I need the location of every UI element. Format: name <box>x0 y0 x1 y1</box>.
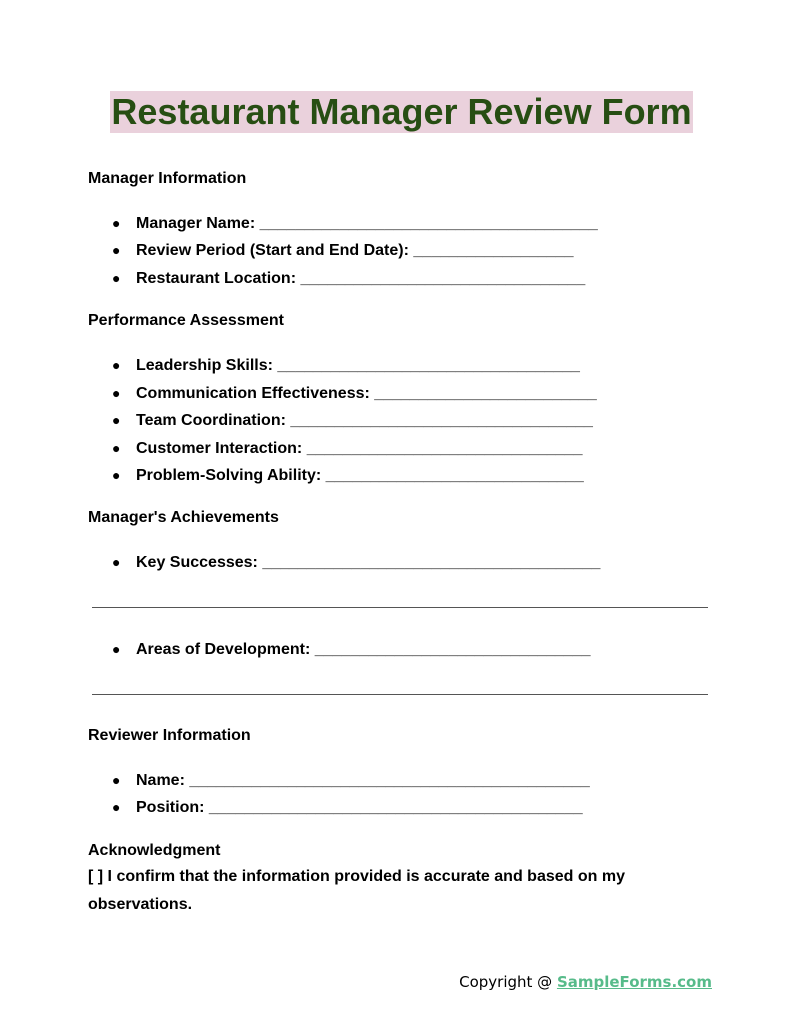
footer-copyright <box>459 972 712 992</box>
blank-line[interactable]: ________________________________ <box>300 270 586 287</box>
title-container <box>0 91 803 133</box>
section-heading-reviewer-information: Reviewer Information <box>88 727 251 744</box>
field-review-period <box>112 240 574 261</box>
field-label: Position: <box>136 799 205 816</box>
bullet-icon: ● <box>112 440 121 456</box>
bullet-icon: ● <box>112 799 121 815</box>
field-label: Communication Effectiveness: <box>136 385 370 402</box>
blank-line[interactable]: __________________________________ <box>290 412 593 429</box>
blank-line[interactable]: _______________________________ <box>314 641 591 658</box>
field-key-successes <box>112 552 600 573</box>
copyright-text: Copyright @ <box>459 973 557 991</box>
field-areas-of-development <box>112 639 591 660</box>
bullet-icon: ● <box>112 641 121 657</box>
field-label: Manager Name: <box>136 215 256 232</box>
acknowledgment-statement[interactable] <box>88 863 688 919</box>
blank-line[interactable]: __________________________________________ <box>208 799 583 816</box>
section-heading-manager-information: Manager Information <box>88 170 247 187</box>
blank-line[interactable]: _________________________ <box>374 385 597 402</box>
bullet-icon: ● <box>112 385 121 401</box>
field-label: Customer Interaction: <box>136 440 303 457</box>
blank-line[interactable]: _____________________________________________ <box>189 772 590 789</box>
field-customer-interaction <box>112 438 583 459</box>
field-team-coordination <box>112 410 593 431</box>
field-restaurant-location <box>112 268 585 289</box>
blank-line[interactable]: ______________________________________ <box>259 215 598 232</box>
field-communication-effectiveness <box>112 383 597 404</box>
field-problem-solving-ability <box>112 465 584 486</box>
writing-line-areas-of-development[interactable] <box>92 694 708 695</box>
section-heading-managers-achievements: Manager's Achievements <box>88 509 279 526</box>
bullet-icon: ● <box>112 215 121 231</box>
acknowledgment-line-1: [ ] I confirm that the information provided is accurate and based on my <box>88 868 625 885</box>
field-label: Areas of Development: <box>136 641 311 658</box>
field-label: Problem-Solving Ability: <box>136 467 322 484</box>
bullet-icon: ● <box>112 270 121 286</box>
field-label: Team Coordination: <box>136 412 286 429</box>
blank-line[interactable]: _____________________________ <box>325 467 584 484</box>
bullet-icon: ● <box>112 467 121 483</box>
field-manager-name <box>112 213 598 234</box>
bullet-icon: ● <box>112 412 121 428</box>
field-label: Restaurant Location: <box>136 270 297 287</box>
bullet-icon: ● <box>112 554 121 570</box>
field-label: Review Period (Start and End Date): <box>136 242 409 259</box>
blank-line[interactable]: ______________________________________ <box>262 554 601 571</box>
writing-line-key-successes[interactable] <box>92 607 708 608</box>
field-label: Leadership Skills: <box>136 357 273 374</box>
section-heading-acknowledgment: Acknowledgment <box>88 842 221 859</box>
field-label: Key Successes: <box>136 554 258 571</box>
brand-link[interactable]: SampleForms.com <box>556 973 712 991</box>
section-heading-performance-assessment: Performance Assessment <box>88 312 284 329</box>
field-reviewer-name <box>112 770 590 791</box>
bullet-icon: ● <box>112 772 121 788</box>
bullet-icon: ● <box>112 242 121 258</box>
blank-line[interactable]: __________________________________ <box>277 357 580 374</box>
page-title: Restaurant Manager Review Form <box>111 91 692 132</box>
field-leadership-skills <box>112 355 580 376</box>
blank-line[interactable]: _______________________________ <box>306 440 583 457</box>
blank-line[interactable]: __________________ <box>413 242 574 259</box>
field-reviewer-position <box>112 797 583 818</box>
acknowledgment-line-2: observations. <box>88 896 193 913</box>
field-label: Name: <box>136 772 185 789</box>
bullet-icon: ● <box>112 357 121 373</box>
